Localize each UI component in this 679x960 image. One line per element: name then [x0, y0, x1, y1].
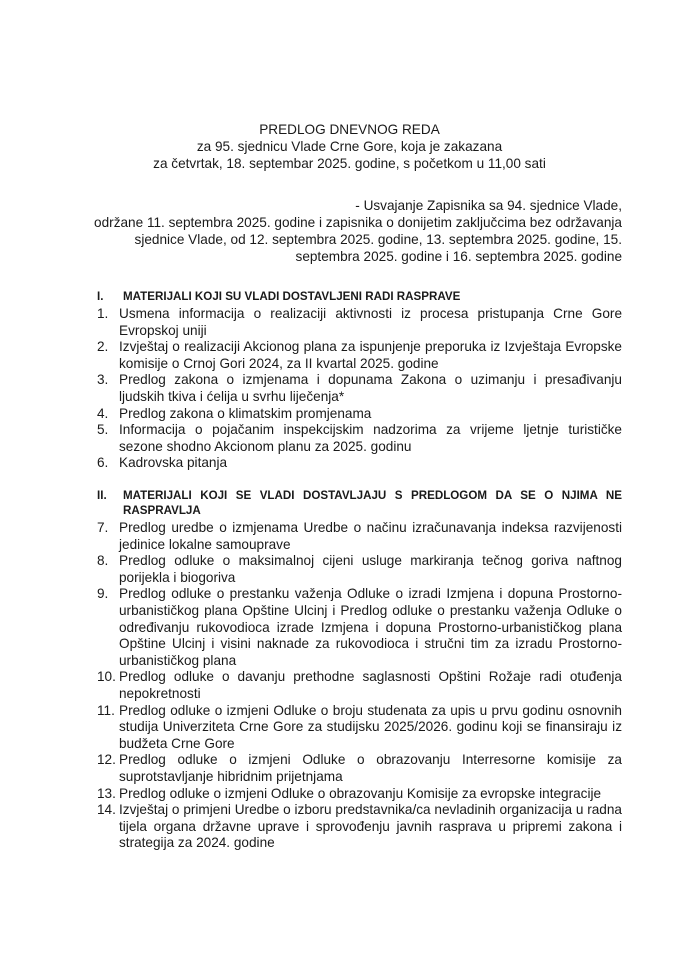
item-text: Predlog odluke o izmjeni Odluke o obrazovanju Komisije za evropske integracije	[119, 785, 602, 801]
section-1	[97, 289, 622, 472]
section-title: MATERIJALI KOJI SU VLADI DOSTAVLJENI RADI RASPRAVE	[123, 290, 461, 303]
item-text: Predlog odluke o davanju prethodne saglasnosti Opštini Rožaje radi otuđenja nepokretnosti	[119, 669, 622, 701]
item-number: 3.	[97, 372, 109, 388]
section-title: MATERIJALI KOJI SE VLADI DOSTAVLJAJU S PREDLOGOM DA SE O NJIMA NE RASPRAVLJA	[123, 489, 622, 517]
document-header	[0, 121, 679, 172]
item-number: 7.	[97, 520, 109, 535]
agenda-item	[97, 553, 622, 586]
agenda-item	[97, 669, 622, 702]
item-number: 5.	[97, 422, 109, 438]
item-text: Predlog zakona o klimatskim promjenama	[119, 405, 372, 421]
item-text: Izvještaj o realizaciji Akcionog plana za ispunjenje preporuka iz Izvještaja Evropske komisije o Crnoj Gori 2024, za II kvartal 2025. godine	[119, 339, 622, 371]
agenda-item	[97, 339, 622, 372]
minutes-line: sjednice Vlade, od 12. septembra 2025. godine, 13. septembra 2025. godine, 15.	[134, 232, 622, 247]
document-title: PREDLOG DNEVNOG REDA	[259, 122, 440, 137]
minutes-line: - Usvajanje Zapisnika sa 94. sjednice Vlade,	[355, 198, 622, 213]
agenda-item	[97, 586, 622, 669]
item-text: Kadrovska pitanja	[119, 455, 228, 471]
agenda-item	[97, 752, 622, 785]
section-number: I.	[97, 290, 104, 303]
item-number: 11.	[97, 702, 115, 718]
item-number: 13.	[97, 785, 116, 801]
item-number: 8.	[97, 553, 109, 569]
item-text: Informacija o pojačanim inspekcijskim nadzorima za vrijeme ljetnje turističke sezone shodno Akcionom planu za 2025. godinu	[119, 422, 622, 454]
minutes-line: održane 11. septembra 2025. godine i zapisnika o donijetim zaključcima bez održavanja	[94, 215, 622, 230]
item-number: 1.	[97, 306, 109, 321]
item-text: Predlog zakona o izmjenama i dopunama Zakona o uzimanju i presađivanju ljudskih tkiva i ćelija u svrhu liječenja*	[119, 372, 622, 404]
item-number: 10.	[97, 669, 116, 685]
item-text: Predlog odluke o izmjeni Odluke o obrazovanju Interresorne komisije za suprotstavljanje hibridnim prijetnjama	[119, 752, 622, 784]
item-text: Predlog odluke o maksimalnoj cijeni usluge markiranja tečnog goriva naftnog porijekla i biogoriva	[119, 553, 622, 585]
item-number: 2.	[97, 339, 109, 355]
section-number: II.	[97, 489, 107, 502]
minutes-line: septembra 2025. godine i 16. septembra 2025. godine	[295, 249, 622, 264]
agenda-item	[97, 703, 622, 753]
item-number: 9.	[97, 586, 109, 602]
section-2	[97, 488, 622, 852]
agenda-item	[97, 802, 622, 852]
item-text: Izvještaj o primjeni Uredbe o izboru predstavnika/ca nevladinih organizacija u radna tijela organa državne uprave i sprovođenju javnih rasprava u pripremi zakona i strategija za 2024. godine	[119, 802, 622, 851]
agenda-item	[97, 306, 622, 339]
item-text: Predlog uredbe o izmjenama Uredbe o načinu izračunavanja indeksa razvijenosti jedinice lokalne samouprave	[119, 520, 622, 552]
item-number: 4.	[97, 405, 109, 421]
item-text: Predlog odluke o prestanku važenja Odluke o izradi Izmjena i dopuna Prostorno-urbanističkog plana Opštine Ulcinj i Predlog odluke o prestanku važenja Odluke o određivanju rukovodioca izrade Izmjena i dopuna Prostorno-urbanističkog plana Opštine Ulcinj i visini naknade za rukovodioca i stručni tim za izradu Prostorno-urbanističkog plana	[119, 586, 622, 668]
section-heading	[97, 289, 622, 304]
agenda-item	[97, 372, 622, 405]
item-number: 12.	[97, 752, 116, 768]
date-line: za četvrtak, 18. septembar 2025. godine, s početkom u 11,00 sati	[153, 156, 546, 171]
section-heading	[97, 488, 622, 518]
agenda-item	[97, 422, 622, 455]
agenda-item	[97, 455, 622, 472]
agenda-item	[97, 520, 622, 553]
item-number: 6.	[97, 455, 109, 471]
agenda-item	[97, 406, 622, 423]
item-text: Predlog odluke o izmjeni Odluke o broju studenata za upis u prvu godinu osnovnih studija Univerziteta Crne Gore za studijsku 2025/2026. godinu koji se finansiraju iz budžeta Crne Gore	[119, 702, 622, 751]
minutes-adoption	[22, 197, 622, 265]
item-number: 14.	[97, 802, 116, 818]
session-line: za 95. sjednicu Vlade Crne Gore, koja je zakazana	[196, 139, 503, 154]
item-text: Usmena informacija o realizaciji aktivnosti iz procesa pristupanja Crne Gore Evropskoj uniji	[119, 306, 622, 338]
agenda-item	[97, 786, 622, 803]
